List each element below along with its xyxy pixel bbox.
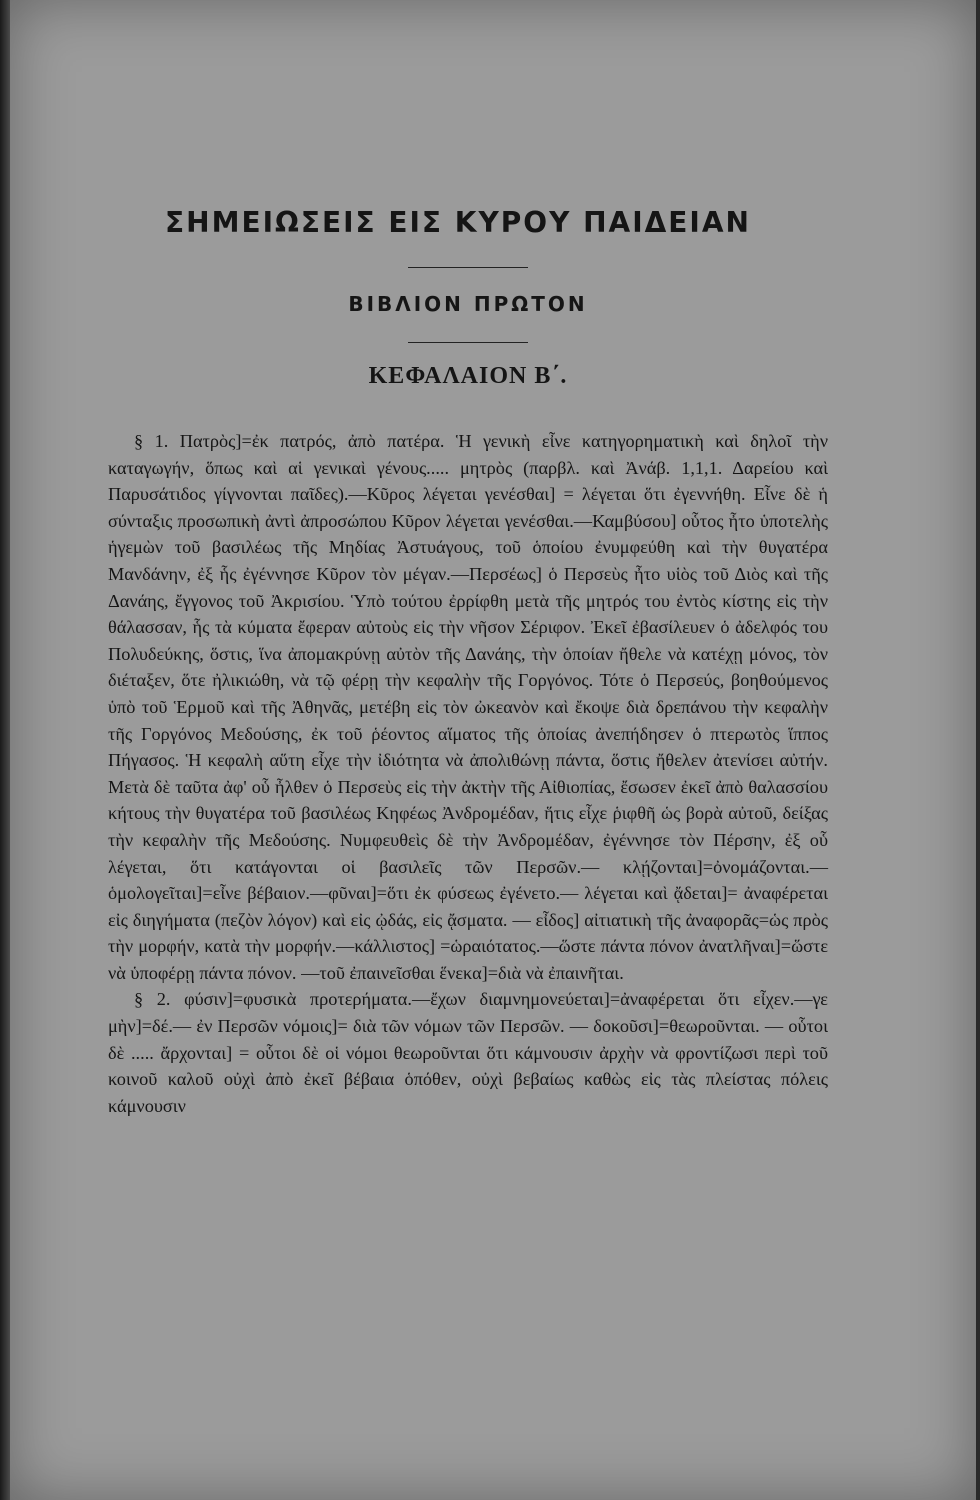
scanned-page bbox=[10, 0, 976, 1500]
book-title: ΒΙΒΛΙΟΝ ΠΡΩΤΟΝ bbox=[348, 292, 588, 316]
chapter-title: ΚΕΦΑΛΑΙΟΝ Β΄. bbox=[368, 363, 568, 389]
page-content bbox=[108, 206, 828, 1119]
book-divider bbox=[408, 342, 528, 343]
title-divider bbox=[408, 267, 528, 268]
body-text bbox=[108, 428, 828, 1119]
main-title: ΣΗΜΕΙΩΣΕΙΣ ΕΙΣ ΚΥΡΟΥ ΠΑΙΔΕΙΑΝ bbox=[165, 206, 751, 239]
page-left-edge bbox=[0, 0, 10, 1500]
paragraph-1: § 1. Πατρὸς]=ἐκ πατρός, ἀπὸ πατέρα. Ἡ γενικὴ εἶνε κατηγορηματικὴ καὶ δηλοῖ τὴν καταγωγήν, ὅπως καὶ αἱ γενικαὶ γένους..... μητρὸς (παρβλ. καὶ Ἀνάβ. 1,1,1. Δαρείου καὶ Παρυσάτιδος γίγνονται παῖδες).—Κῦρος λέγεται γενέσθαι] = λέγεται ὅτι ἐγεννήθη. Εἶνε δὲ ἡ σύνταξις προσωπικὴ ἀντὶ ἀπροσώπου Κῦρον λέγεται γενέσθαι.—Καμβύσου] οὗτος ἦτο ὑποτελὴς ἡγεμὼν τοῦ βασιλέως τῆς Μηδίας Ἀστυάγους, τοῦ ὁποίου ἐνυμφεύθη καὶ τὴν θυγατέρα Μανδάνην, ἐξ ἧς ἐγέννησε Κῦρον τὸν μέγαν.—Περσέως] ὁ Περσεὺς ἦτο υἱὸς τοῦ Διὸς καὶ τῆς Δανάης, ἔγγονος τοῦ Ἀκρισίου. Ὑπὸ τούτου ἐρρίφθη μετὰ τῆς μητρός του ἐντὸς κίστης εἰς τὴν θάλασσαν, ἧς τὰ κύματα ἔφεραν αὐτοὺς εἰς τὴν νῆσον Σέριφον. Ἐκεῖ ἐβασίλευεν ὁ ἀδελφός του Πολυδεύκης, ὅστις, ἵνα ἀπομακρύνῃ αὐτὸν τῆς Δανάης, τὴν ὁποίαν ἤθελε νὰ κατέχῃ μόνος, τὸν διέταξεν, ὅτε ἠλικιώθη, νὰ τῷ φέρῃ τὴν κεφαλὴν τῆς Γοργόνος. Τότε ὁ Περσεύς, βοηθούμενος ὑπὸ τοῦ Ἑρμοῦ καὶ τῆς Ἀθηνᾶς, μετέβη εἰς τὸν ὠκεανὸν καὶ ἔκοψε διὰ δρεπάνου τὴν κεφαλὴν τῆς Γοργόνος Μεδούσης, ἐκ τοῦ ῥέοντος αἵματος τῆς ὁποίας ἀνεπήδησεν ὁ πτερωτὸς ἵππος Πήγασος. Ἡ κεφαλὴ αὕτη εἶχε τὴν ἰδιότητα νὰ ἀπολιθώνῃ πάντα, ὅστις ἤθελεν ἀτενίσει αὐτήν. Μετὰ δὲ ταῦτα ἀφ' οὗ ἦλθεν ὁ Περσεὺς εἰς τὴν ἀκτὴν τῆς Αἰθιοπίας, ἔσωσεν ἐκεῖ ἀπὸ θαλασσίου κήτους τὴν θυγατέρα τοῦ βασιλέως Κηφέως Ἀνδρομέδαν, ἥτις εἶχε ῥιφθῆ ὡς βορὰ αὐτοῦ, δείξας τὴν κεφαλὴν τῆς Μεδούσης. Νυμφευθεὶς δὲ τὴν Ἀνδρομέδαν, ἐγέννησε τὸν Πέρσην, ἐξ οὗ λέγεται, ὅτι κατάγονται οἱ βασιλεῖς τῶν Περσῶν.— κλῄζονται]=ὀνομάζονται.— ὁμολογεῖται]=εἶνε βέβαιον.—φῦναι]=ὅτι ἐκ φύσεως ἐγένετο.— λέγεται καὶ ᾄδεται]= ἀναφέρεται εἰς διηγήματα (πεζὸν λόγον) καὶ εἰς ᾠδάς, εἰς ᾄσματα. — εἶδος] αἰτιατικὴ τῆς ἀναφορᾶς=ὡς πρὸς τὴν μορφήν, κατὰ τὴν μορφήν.—κάλλιστος] =ὡραιότατος.—ὥστε πάντα πόνον ἀνατλῆναι]=ὥστε νὰ ὑποφέρῃ πάντα πόνον. —τοῦ ἐπαινεῖσθαι ἕνεκα]=διὰ νὰ ἐπαινῆται. bbox=[108, 431, 828, 983]
paragraph-2: § 2. φύσιν]=φυσικὰ προτερήματα.—ἔχων διαμνημονεύεται]=ἀναφέρεται ὅτι εἶχεν.—γε μὴν]=δέ.— ἐν Περσῶν νόμοις]= διὰ τῶν νόμων τῶν Περσῶν. — δοκοῦσι]=θεωροῦνται. — οὗτοι δὲ ..... ἄρχονται] = οὗτοι δὲ οἱ νόμοι θεωροῦνται ὅτι κάμνουσιν ἀρχὴν νὰ φροντίζωσι περὶ τοῦ κοινοῦ καλοῦ οὐχὶ ἀπὸ ἐκεῖ βέβαια ὁπόθεν, οὐχὶ βεβαίως καθὼς εἰς τὰς πλείστας πόλεις κάμνουσιν bbox=[108, 989, 828, 1116]
